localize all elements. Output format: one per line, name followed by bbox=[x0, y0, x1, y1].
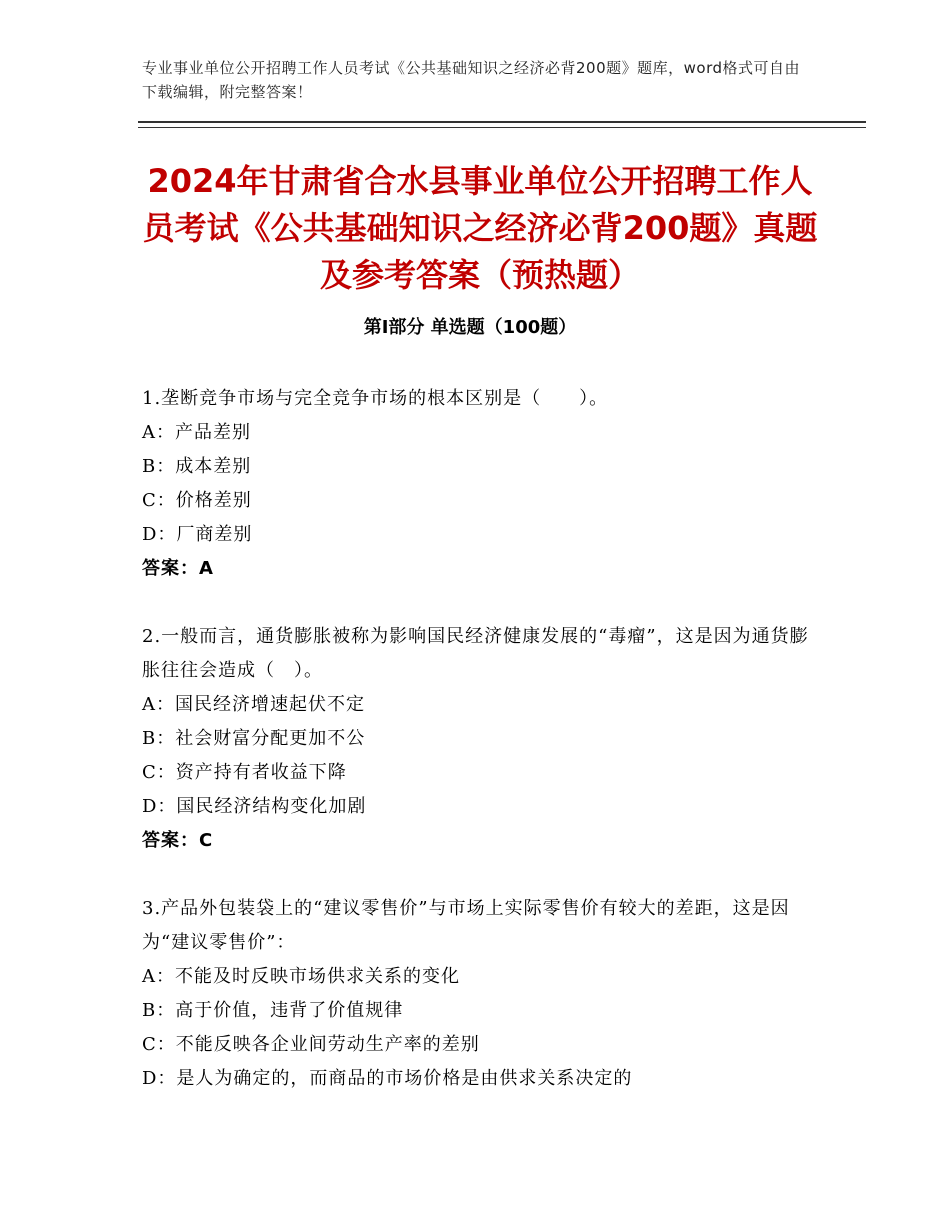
option-a: A：产品差别 bbox=[142, 422, 251, 443]
question-stem: 2.一般而言，通货膨胀被称为影响国民经济健康发展的“毒瘤”，这是因为通货膨胀往往会造成（ ）。 bbox=[142, 626, 809, 681]
option-c: C：价格差别 bbox=[142, 490, 252, 511]
option-a: A：不能及时反映市场供求关系的变化 bbox=[142, 966, 460, 987]
option-b: B：成本差别 bbox=[142, 456, 252, 477]
document-title: 2024年甘肃省合水县事业单位公开招聘工作人员考试《公共基础知识之经济必背200题》真题及参考答案（预热题） bbox=[142, 162, 818, 294]
question-2 bbox=[142, 620, 822, 858]
header-divider bbox=[138, 121, 866, 128]
question-list bbox=[142, 382, 822, 1130]
question-1 bbox=[142, 382, 822, 586]
option-c: C：不能反映各企业间劳动生产率的差别 bbox=[142, 1034, 480, 1055]
option-b: B：社会财富分配更加不公 bbox=[142, 728, 366, 749]
question-3 bbox=[142, 892, 822, 1096]
answer-label: 答案：C bbox=[142, 830, 214, 851]
option-d: D：国民经济结构变化加剧 bbox=[142, 796, 367, 817]
option-d: D：厂商差别 bbox=[142, 524, 253, 545]
option-c: C：资产持有者收益下降 bbox=[142, 762, 347, 783]
question-stem: 1.垄断竞争市场与完全竞争市场的根本区别是（ ）。 bbox=[142, 388, 609, 409]
question-stem: 3.产品外包装袋上的“建议零售价”与市场上实际零售价有较大的差距，这是因为“建议零售价”： bbox=[142, 898, 790, 953]
section-title: 第Ⅰ部分 单选题（100题） bbox=[363, 317, 577, 338]
page-header-text: 专业事业单位公开招聘工作人员考试《公共基础知识之经济必背200题》题库，word格式可自由下载编辑，附完整答案！ bbox=[142, 59, 801, 101]
option-d: D：是人为确定的，而商品的市场价格是由供求关系决定的 bbox=[142, 1068, 633, 1089]
option-b: B：高于价值，违背了价值规律 bbox=[142, 1000, 404, 1021]
option-a: A：国民经济增速起伏不定 bbox=[142, 694, 365, 715]
answer-label: 答案：A bbox=[142, 558, 214, 579]
